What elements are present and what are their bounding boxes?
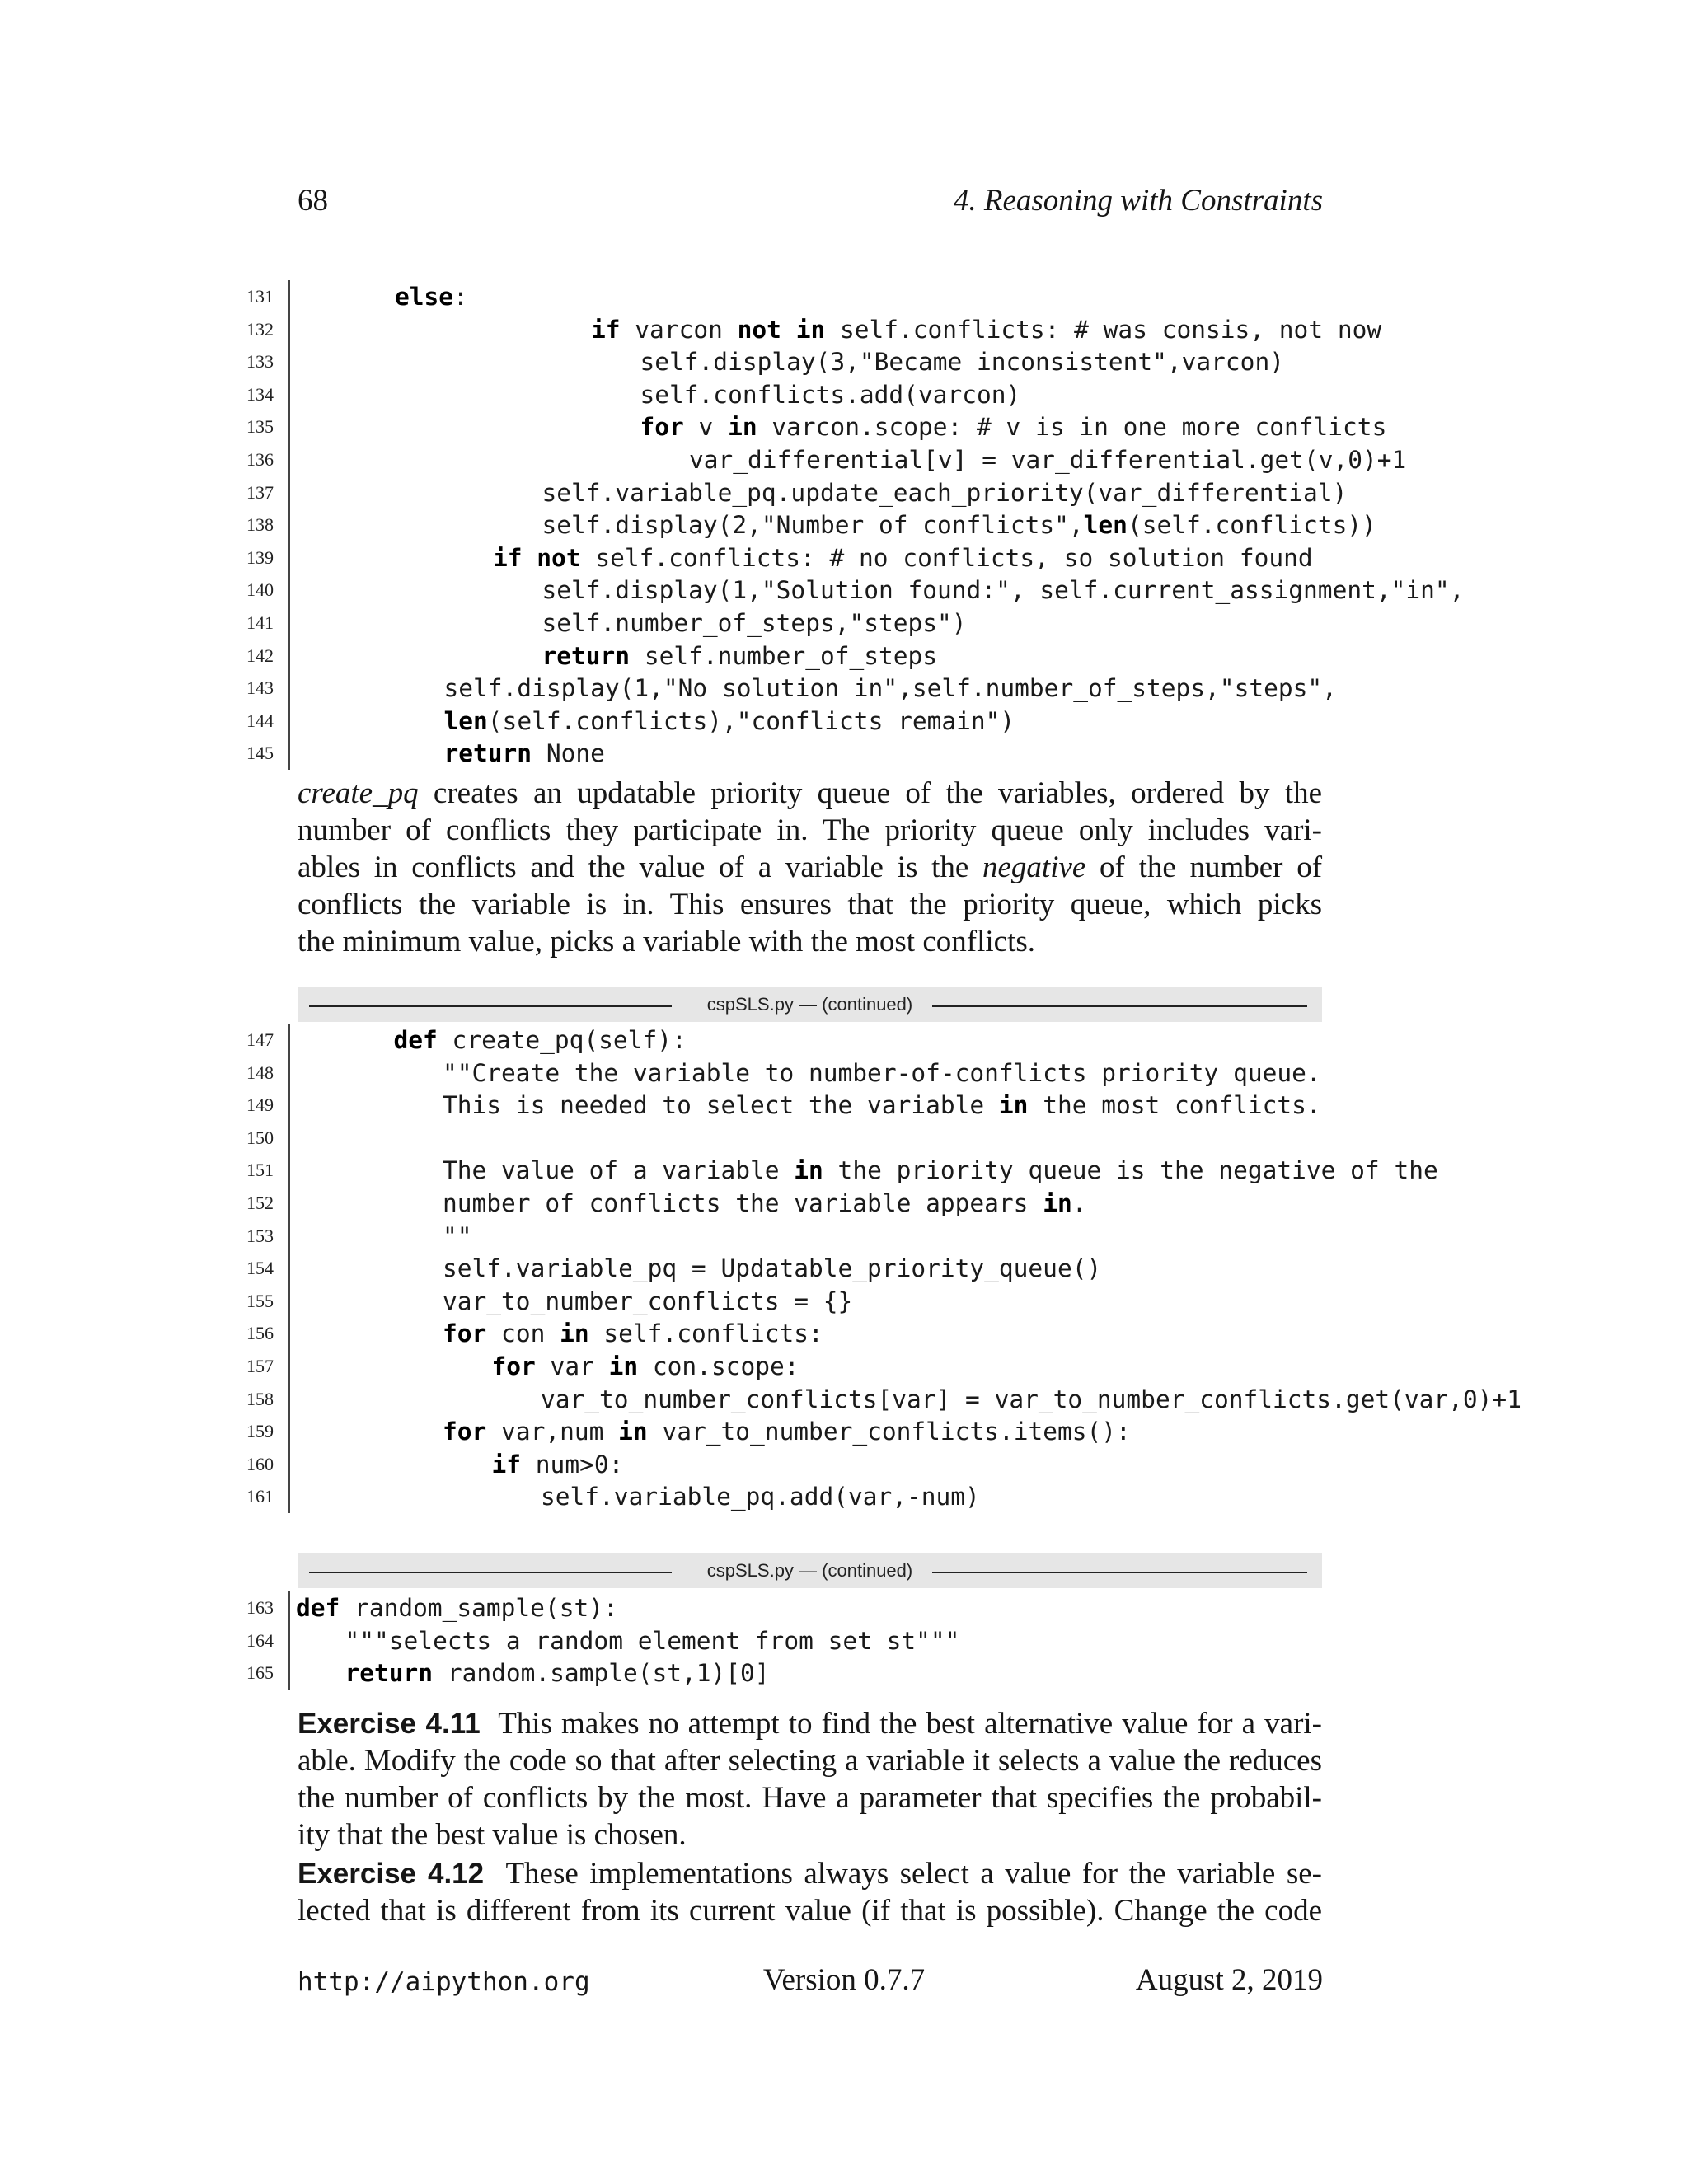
line-number: 158: [246, 1388, 274, 1409]
code-text: return None: [443, 739, 605, 768]
line-number: 153: [246, 1225, 274, 1246]
exercise-line-3: the number of conflicts by the most. Have a parameter that specifies the probabil-: [298, 1781, 1322, 1815]
code-listing-1: [0, 280, 1688, 770]
code-text: var_to_number_conflicts = {}: [443, 1286, 853, 1315]
term-create-pq: create_pq: [298, 776, 419, 810]
line-number: 131: [246, 286, 274, 307]
footer-version: Version 0.7.7: [762, 1963, 926, 1997]
code-text: self.display(1,"Solution found:", self.current_assignment,"in",: [542, 576, 1465, 605]
code-text: if varcon not in self.conflicts: # was consis, not now: [591, 315, 1382, 344]
line-number: 157: [246, 1356, 274, 1376]
line-number: 151: [246, 1160, 274, 1181]
code-text: "": [443, 1221, 472, 1250]
code-text: return random.sample(st,1)[0]: [345, 1659, 770, 1688]
line-number: 144: [246, 710, 274, 731]
line-number: 134: [246, 383, 274, 405]
line-number: 163: [246, 1597, 274, 1618]
line-number: 141: [246, 612, 274, 633]
footer-url-link[interactable]: http://aipython.org: [298, 1967, 590, 1997]
para-line-5: the minimum value, picks a variable with the most conflicts.: [298, 925, 1035, 958]
line-number: 149: [246, 1094, 274, 1116]
line-number: 164: [246, 1629, 274, 1651]
code-text: number of conflicts the variable appears in.: [443, 1189, 1087, 1217]
code-text: var_differential[v] = var_differential.get(v,0)+1: [689, 446, 1407, 474]
code-text: len(self.conflicts),"conflicts remain"): [443, 706, 1015, 735]
line-number: 165: [246, 1662, 274, 1684]
code-text: The value of a variable in the priority queue is the negative of the: [443, 1156, 1438, 1185]
line-number: 137: [246, 481, 274, 503]
running-header: 4. Reasoning with Constraints: [953, 184, 1323, 218]
code-gutter-rule: [288, 1591, 290, 1690]
code-text: def random_sample(st):: [296, 1594, 618, 1622]
code-text: else:: [395, 283, 468, 311]
code-text: def create_pq(self):: [393, 1026, 687, 1054]
code-text: self.display(3,"Became inconsistent",varcon): [640, 348, 1284, 377]
code-text: """selects a random element from set st""": [345, 1626, 960, 1655]
code-listing-2: [0, 1024, 1688, 1513]
exercise-4-12: [298, 1855, 1322, 1929]
line-number: 142: [246, 644, 274, 666]
exercise-label: Exercise 4.11: [298, 1708, 481, 1740]
code-listing-3: [0, 1591, 1688, 1690]
exercise-line-1: This makes no attempt to find the best alternative value for a vari-: [498, 1707, 1322, 1741]
code-text: for var in con.scope:: [491, 1352, 799, 1380]
line-number: 147: [246, 1029, 274, 1050]
exercise-line-1: These implementations always select a value for the variable se-: [505, 1857, 1322, 1891]
code-gutter-rule: [288, 1024, 290, 1513]
header-rule-right: [932, 1572, 1307, 1573]
code-text: self.number_of_steps,"steps"): [542, 609, 967, 637]
line-number: 138: [246, 514, 274, 536]
code-text: self.display(2,"Number of conflicts",len(self.conflicts)): [542, 511, 1376, 540]
code-text: self.variable_pq = Updatable_priority_queue(): [443, 1254, 1102, 1283]
code-text: self.display(1,"No solution in",self.number_of_steps,"steps",: [443, 674, 1337, 703]
exercise-line-2: able. Modify the code so that after selecting a variable it selects a value the reduces: [298, 1744, 1322, 1778]
emph-negative: negative: [982, 851, 1086, 884]
code-text: for v in varcon.scope: # v is in one more conflicts: [640, 413, 1387, 442]
line-number: 136: [246, 449, 274, 470]
line-number: 152: [246, 1193, 274, 1213]
code-text: ""Create the variable to number-of-conflicts priority queue.: [443, 1058, 1321, 1087]
code-text: if not self.conflicts: # no conflicts, so solution found: [493, 543, 1313, 572]
line-number: 160: [246, 1453, 274, 1474]
para-line-1: creates an updatable priority queue of the variables, ordered by the: [433, 776, 1323, 810]
code-text: for con in self.conflicts:: [443, 1319, 823, 1348]
line-number: 159: [246, 1421, 274, 1442]
listing-header-1: [298, 987, 1322, 1022]
line-number: 148: [246, 1062, 274, 1083]
line-number: 139: [246, 546, 274, 568]
exercise-4-11: [298, 1705, 1322, 1854]
exercise-line-4: ity that the best value is chosen.: [298, 1818, 687, 1852]
para-line-4: conflicts the variable is in. This ensures that the priority queue, which picks: [298, 888, 1322, 921]
code-text: self.conflicts.add(varcon): [640, 380, 1021, 409]
code-text: var_to_number_conflicts[var] = var_to_number_conflicts.get(var,0)+1: [541, 1385, 1522, 1413]
line-number: 156: [246, 1323, 274, 1344]
exercise-line-2: lected that is different from its current value (if that is possible). Change the code: [298, 1894, 1322, 1928]
para-line-3a: ables in conflicts and the value of a variable is the: [298, 851, 969, 884]
line-number: 154: [246, 1258, 274, 1279]
code-text: if num>0:: [491, 1450, 624, 1479]
footer-date: August 2, 2019: [1135, 1963, 1323, 1997]
line-number: 143: [246, 677, 274, 699]
line-number: 132: [246, 318, 274, 340]
listing-caption-1: cspSLS.py — (continued): [706, 994, 913, 1015]
page-number: 68: [298, 184, 328, 218]
code-text: self.variable_pq.update_each_priority(var_differential): [542, 478, 1348, 507]
line-number: 135: [246, 416, 274, 438]
header-rule-right: [932, 1005, 1307, 1007]
code-text: This is needed to select the variable in the most conflicts.: [443, 1091, 1321, 1120]
paragraph-create-pq: [298, 775, 1322, 960]
code-text: self.variable_pq.add(var,-num): [541, 1483, 980, 1511]
para-line-2: number of conflicts they participate in. The priority queue only includes vari-: [298, 813, 1322, 847]
line-number: 145: [246, 743, 274, 764]
line-number: 133: [246, 351, 274, 373]
exercise-label: Exercise 4.12: [298, 1858, 485, 1890]
listing-header-2: [298, 1553, 1322, 1588]
line-number: 150: [246, 1127, 274, 1148]
line-number: 161: [246, 1486, 274, 1507]
para-line-3b: of the number of: [1100, 851, 1323, 884]
code-text: for var,num in var_to_number_conflicts.items():: [443, 1418, 1131, 1446]
line-number: 155: [246, 1290, 274, 1311]
code-gutter-rule: [288, 280, 290, 770]
listing-caption-2: cspSLS.py — (continued): [706, 1560, 913, 1581]
code-text: return self.number_of_steps: [542, 641, 938, 670]
line-number: 140: [246, 579, 274, 601]
